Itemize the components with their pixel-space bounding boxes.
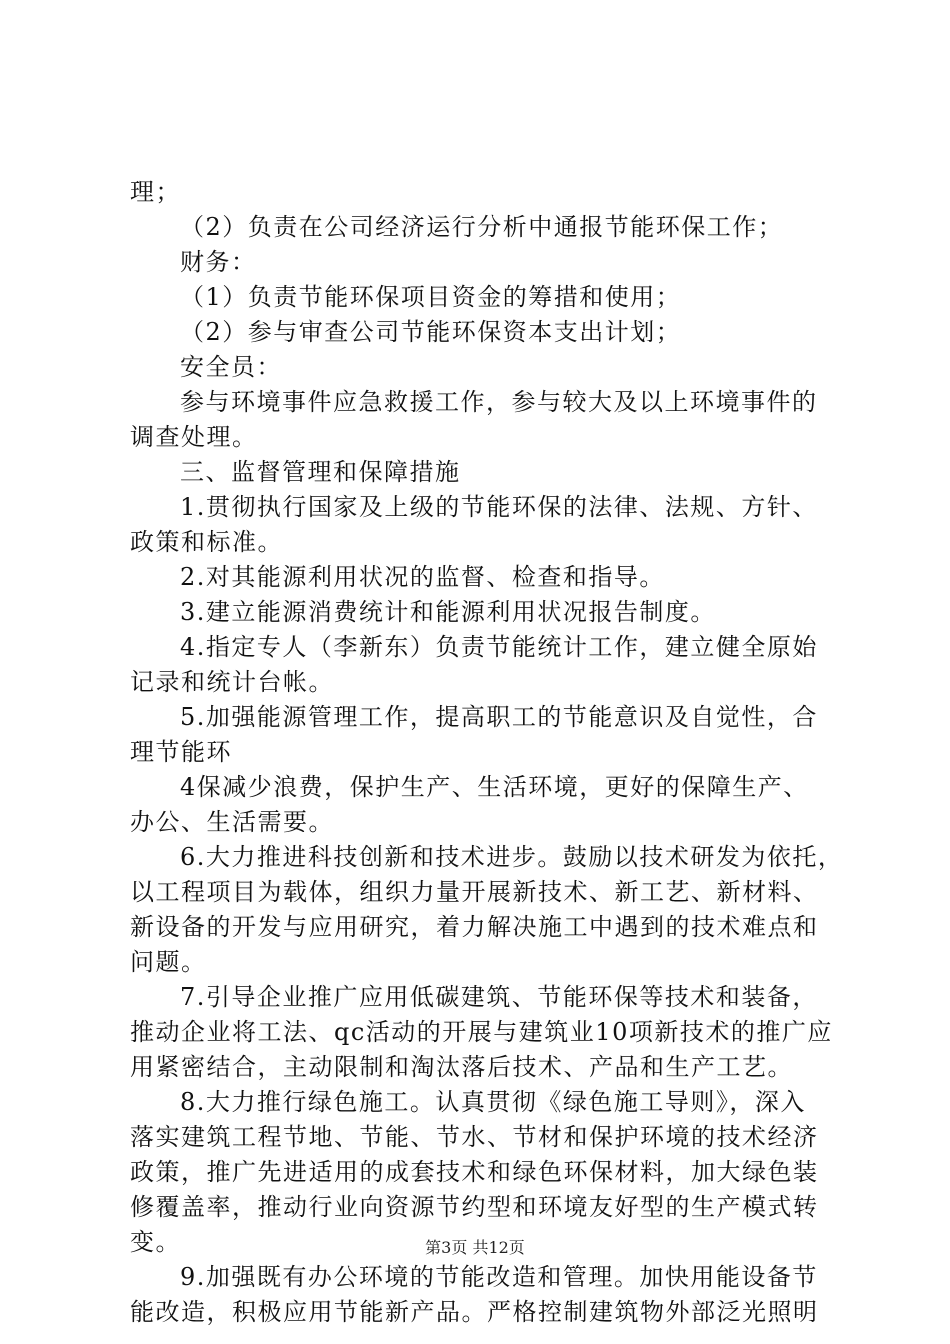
- text-line: 6.大力推进科技创新和技术进步。鼓励以技术研发为依托，: [180, 843, 844, 871]
- text-line: 调查处理。: [130, 423, 258, 451]
- text-line: （2）负责在公司经济运行分析中通报节能环保工作；: [180, 213, 784, 241]
- text-line: 参与环境事件应急救援工作，参与较大及以上环境事件的: [180, 388, 818, 416]
- text-line: 三、监督管理和保障措施: [180, 458, 461, 486]
- text-line: 政策和标准。: [130, 528, 283, 556]
- text-line: 问题。: [130, 948, 207, 976]
- text-line: 办公、生活需要。: [130, 808, 334, 836]
- text-line: 1.贯彻执行国家及上级的节能环保的法律、法规、方针、: [180, 493, 818, 521]
- text-line: 3.建立能源消费统计和能源利用状况报告制度。: [180, 598, 716, 626]
- text-line: 8.大力推行绿色施工。认真贯彻《绿色施工导则》，深入: [180, 1088, 806, 1116]
- text-line: 5.加强能源管理工作，提高职工的节能意识及自觉性，合: [180, 703, 818, 731]
- text-line: 政策，推广先进适用的成套技术和绿色环保材料，加大绿色装: [130, 1158, 819, 1186]
- text-line: 7.引导企业推广应用低碳建筑、节能环保等技术和装备，: [180, 983, 818, 1011]
- text-line: 9.加强既有办公环境的节能改造和管理。加快用能设备节: [180, 1263, 818, 1291]
- text-line: 变。: [130, 1228, 181, 1256]
- text-line: 落实建筑工程节地、节能、节水、节材和保护环境的技术经济: [130, 1123, 819, 1151]
- text-line: 4保减少浪费，保护生产、生活环境，更好的保障生产、: [180, 773, 809, 801]
- document-body: [130, 175, 844, 1330]
- text-line: 以工程项目为载体，组织力量开展新技术、新工艺、新材料、: [130, 878, 819, 906]
- text-line: 理节能环: [130, 738, 232, 766]
- text-line: 能改造，积极应用节能新产品。严格控制建筑物外部泛光照明: [130, 1298, 819, 1326]
- text-line: 推动企业将工法、qc活动的开展与建筑业10项新技术的推广应: [130, 1018, 833, 1046]
- text-line: （1）负责节能环保项目资金的筹措和使用；: [180, 283, 682, 311]
- text-line: 安全员：: [180, 353, 282, 381]
- text-line: 修覆盖率，推动行业向资源节约型和环境友好型的生产模式转: [130, 1193, 819, 1221]
- page-footer: 第3页 共12页: [425, 1238, 525, 1257]
- text-line: 用紧密结合，主动限制和淘汰落后技术、产品和生产工艺。: [130, 1053, 793, 1081]
- text-line: 2.对其能源利用状况的监督、检查和指导。: [180, 563, 665, 591]
- text-line: 新设备的开发与应用研究，着力解决施工中遇到的技术难点和: [130, 913, 819, 941]
- text-line: 4.指定专人（李新东）负责节能统计工作，建立健全原始: [180, 633, 818, 661]
- text-line: 记录和统计台帐。: [130, 668, 334, 696]
- text-line: （2）参与审查公司节能环保资本支出计划；: [180, 318, 682, 346]
- text-line: 理；: [130, 178, 181, 206]
- text-line: 财务：: [180, 248, 257, 276]
